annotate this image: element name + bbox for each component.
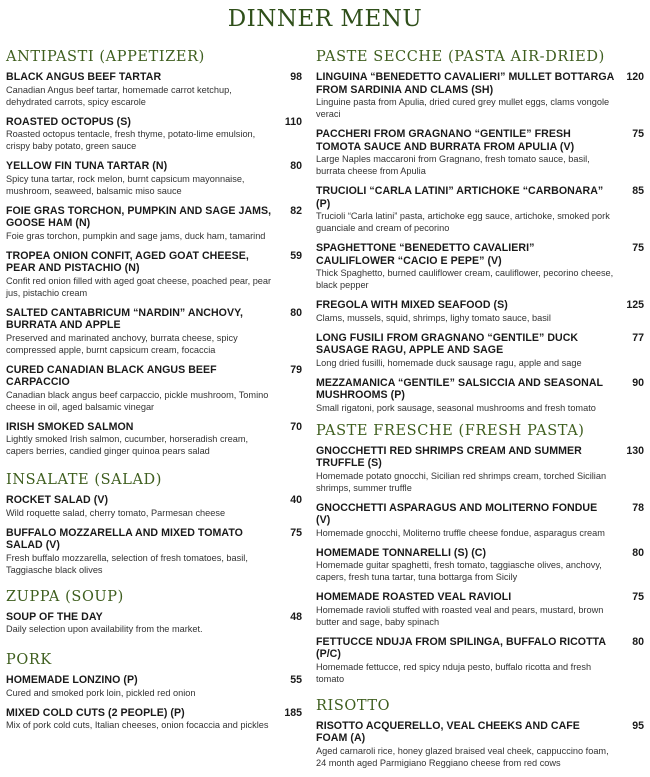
menu-item xyxy=(316,591,644,628)
item-price: 120 xyxy=(626,71,644,83)
menu-section xyxy=(316,48,644,414)
menu-item xyxy=(6,611,302,636)
item-price: 80 xyxy=(632,635,644,648)
item-name: MEZZAMANICA “GENTILE” SALSICCIA AND SEASONAL MUSHROOMS (P) xyxy=(316,376,603,401)
item-description: Large Naples maccaroni from Gragnano, fresh tomato sauce, basil, burrata cheese from Apulia xyxy=(316,154,590,176)
item-name: BUFFALO MOZZARELLA AND MIXED TOMATO SALAD (V) xyxy=(6,526,243,551)
menu-item xyxy=(316,185,644,234)
menu-item xyxy=(6,71,302,108)
item-description: Homemade ravioli stuffed with roasted veal and pears, mustard, brown butter and sage, baby spinach xyxy=(316,604,604,627)
item-description: Roasted octopus tentacle, fresh thyme, potato-lime emulsion, crispy baby potato, green sauce xyxy=(6,129,256,151)
item-name: FETTUCCE NDUJA FROM SPILINGA, BUFFALO RICOTTA (P/C) xyxy=(316,635,606,660)
menu-item xyxy=(316,242,644,291)
item-price: 59 xyxy=(290,249,302,262)
item-description: Fresh buffalo mozzarella, selection of fresh tomatoes, basil, Taggiasche black olives xyxy=(6,552,248,575)
item-description: Preserved and marinated anchovy, burrata cheese, spicy compressed apple, burnt capsicum cream, focaccia xyxy=(6,332,238,355)
item-name: HOMEMADE LONZINO (P) xyxy=(6,674,138,686)
item-description: Clams, mussels, squid, shrimps, lighy tomato sauce, basil xyxy=(316,312,551,323)
item-name: YELLOW FIN TUNA TARTAR (N) xyxy=(6,160,168,172)
item-description: Foie gras torchon, pumpkin and sage jams, duck ham, tamarind xyxy=(6,230,266,241)
section-title: PASTE SECCHE (PASTA AIR-DRIED) xyxy=(316,49,605,65)
menu-item xyxy=(6,494,302,519)
item-description: Thick Spaghetto, burned cauliflower cream, cauliflower, pecorino cheese, black pepper xyxy=(316,268,614,290)
menu-section xyxy=(6,48,302,457)
item-description: Homemade guitar spaghetti, fresh tomato, taggiasche olives, anchovy, capers, fresh tuna tartar, tuna bottarga from Sicily xyxy=(316,560,602,582)
item-name: MIXED COLD CUTS (2 PEOPLE) (P) xyxy=(6,706,185,719)
item-price: 130 xyxy=(626,444,644,457)
menu-item xyxy=(6,707,302,732)
item-price: 48 xyxy=(290,610,302,623)
menu-item xyxy=(316,445,644,494)
item-description: Homemade potato gnocchi, Sicilian red shrimps cream, torched Sicilian shrimps, summer truffle xyxy=(316,470,607,493)
menu-section xyxy=(6,588,302,636)
item-price: 125 xyxy=(626,299,644,311)
menu-item xyxy=(6,364,302,413)
item-name: SPAGHETTONE “BENEDETTO CAVALIERI” CAULIFLOWER “CACIO E PEPE” (V) xyxy=(316,242,535,267)
menu-item xyxy=(6,421,302,458)
section-title: PORK xyxy=(6,652,52,668)
menu-item xyxy=(316,636,644,685)
item-name: FREGOLA WITH MIXED SEAFOOD (S) xyxy=(316,299,508,311)
item-name: HOMEMADE ROASTED VEAL RAVIOLI xyxy=(316,591,512,603)
item-description: Spicy tuna tartar, rock melon, burnt capsicum mayonnaise, mushroom, seaweed, balsamic miso sauce xyxy=(6,173,245,196)
item-price: 79 xyxy=(290,363,302,376)
item-description: Wild roquette salad, cherry tomato, Parmesan cheese xyxy=(6,507,226,518)
section-title: INSALATE (SALAD) xyxy=(6,472,163,488)
item-name: ROCKET SALAD (V) xyxy=(6,494,109,506)
item-name: TROPEA ONION CONFIT, AGED GOAT CHEESE, PEAR AND PISTACHIO (N) xyxy=(6,249,249,274)
item-price: 55 xyxy=(290,674,302,686)
item-price: 75 xyxy=(632,242,644,254)
item-price: 80 xyxy=(290,160,302,172)
section-title: PASTE FRESCHE (FRESH PASTA) xyxy=(316,422,585,439)
item-price: 98 xyxy=(290,71,302,83)
item-description: Aged carnaroli rice, honey glazed braised veal cheek, cappuccino foam, 24 month aged Parmigiano Reggiano cheese from red cows xyxy=(316,745,609,768)
item-description: Cured and smoked pork loin, pickled red onion xyxy=(6,687,196,698)
item-description: Homemade fettucce, red spicy nduja pesto, buffalo ricotta and fresh tomato xyxy=(316,661,592,684)
item-name: RISOTTO ACQUERELLO, VEAL CHEEKS AND CAFE FOAM (A) xyxy=(316,719,580,744)
menu-item xyxy=(6,307,302,356)
menu-item xyxy=(316,299,644,324)
left-column xyxy=(6,48,302,739)
item-price: 78 xyxy=(632,501,644,514)
item-name: LINGUINA “BENEDETTO CAVALIERI” MULLET BOTTARGA FROM SARDINIA AND CLAMS (SH) xyxy=(316,71,614,96)
item-price: 40 xyxy=(290,494,302,506)
menu-section xyxy=(316,422,644,685)
item-name: SALTED CANTABRICUM “NARDIN” ANCHOVY, BURRATA AND APPLE xyxy=(6,306,244,331)
menu-item xyxy=(6,674,302,699)
menu-section xyxy=(6,651,302,731)
item-price: 90 xyxy=(632,376,644,389)
item-name: IRISH SMOKED SALMON xyxy=(6,420,134,433)
item-price: 185 xyxy=(284,706,302,719)
section-title: ANTIPASTI (APPETIZER) xyxy=(6,49,205,65)
menu-item xyxy=(316,71,644,120)
item-name: ROASTED OCTOPUS (S) xyxy=(6,115,131,128)
page-title: DINNER MENU xyxy=(227,6,423,32)
item-description: Small rigatoni, pork sausage, seasonal mushrooms and fresh tomato xyxy=(316,402,596,413)
item-description: Linguine pasta from Apulia, dried cured grey mullet eggs, clams vongole veraci xyxy=(316,97,610,119)
item-price: 85 xyxy=(632,185,644,197)
menu-item xyxy=(6,205,302,242)
item-price: 110 xyxy=(284,115,302,128)
menu-item xyxy=(316,377,644,414)
item-name: GNOCCHETTI ASPARAGUS AND MOLITERNO FONDUE (V) xyxy=(316,501,598,526)
menu-section xyxy=(316,697,644,769)
item-description: Mix of pork cold cuts, Italian cheeses, onion focaccia and pickles xyxy=(6,720,269,730)
item-price: 82 xyxy=(290,204,302,217)
menu-item xyxy=(6,250,302,299)
item-name: LONG FUSILI FROM GRAGNANO “GENTILE” DUCK SAUSAGE RAGU, APPLE AND SAGE xyxy=(316,331,579,356)
section-title: RISOTTO xyxy=(316,697,391,714)
item-description: Lightly smoked Irish salmon, cucumber, horseradish cream, capers berries, candied ginger quinoa pears salad xyxy=(6,434,249,456)
item-price: 70 xyxy=(290,420,302,433)
item-price: 95 xyxy=(632,719,644,732)
item-price: 80 xyxy=(632,546,644,559)
item-description: Homemade gnocchi, Moliterno truffle cheese fondue, asparagus cream xyxy=(316,527,605,538)
item-name: SOUP OF THE DAY xyxy=(6,610,103,623)
menu-section xyxy=(6,471,302,576)
item-description: Daily selection upon availability from the market. xyxy=(6,624,203,634)
item-name: PACCHERI FROM GRAGNANO “GENTILE” FRESH TOMOTA SAUCE AND BURRATA FROM APULIA (V) xyxy=(316,128,575,153)
item-description: Trucioli “Carla latini” pasta, artichoke egg sauce, artichoke, smoked pork guanciale and cream of pecorino xyxy=(316,211,610,233)
menu-item xyxy=(6,160,302,197)
item-price: 75 xyxy=(632,591,644,603)
menu-item xyxy=(316,547,644,584)
item-name: BLACK ANGUS BEEF TARTAR xyxy=(6,71,162,83)
menu-item xyxy=(316,332,644,369)
item-description: Confit red onion filled with aged goat cheese, poached pear, pear jus, pistachio cream xyxy=(6,275,272,298)
item-name: FOIE GRAS TORCHON, PUMPKIN AND SAGE JAMS, GOOSE HAM (N) xyxy=(6,204,272,229)
menu-item xyxy=(316,720,644,769)
menu-item xyxy=(6,527,302,576)
section-title: ZUPPA (SOUP) xyxy=(6,588,124,605)
menu-item xyxy=(6,116,302,153)
item-price: 77 xyxy=(632,331,644,344)
menu-item xyxy=(316,128,644,177)
item-price: 80 xyxy=(290,306,302,319)
menu-item xyxy=(316,502,644,539)
item-price: 75 xyxy=(290,526,302,539)
item-name: HOMEMADE TONNARELLI (S) (C) xyxy=(316,546,487,559)
item-description: Canadian black angus beef carpaccio, pickle mushroom, Tomino cheese in oil, aged balsamic vinegar xyxy=(6,389,269,412)
right-column xyxy=(316,48,644,777)
item-description: Long dried fusilli, homemade duck sausage ragu, apple and sage xyxy=(316,357,582,368)
item-name: CURED CANADIAN BLACK ANGUS BEEF CARPACCIO xyxy=(6,363,217,388)
item-price: 75 xyxy=(632,128,644,140)
item-name: TRUCIOLI “CARLA LATINI” ARTICHOKE “CARBONARA” (P) xyxy=(316,185,604,210)
item-description: Canadian Angus beef tartar, homemade carrot ketchup, dehydrated carrots, spicy escarole xyxy=(6,84,232,107)
item-name: GNOCCHETTI RED SHRIMPS CREAM AND SUMMER TRUFFLE (S) xyxy=(316,444,582,469)
